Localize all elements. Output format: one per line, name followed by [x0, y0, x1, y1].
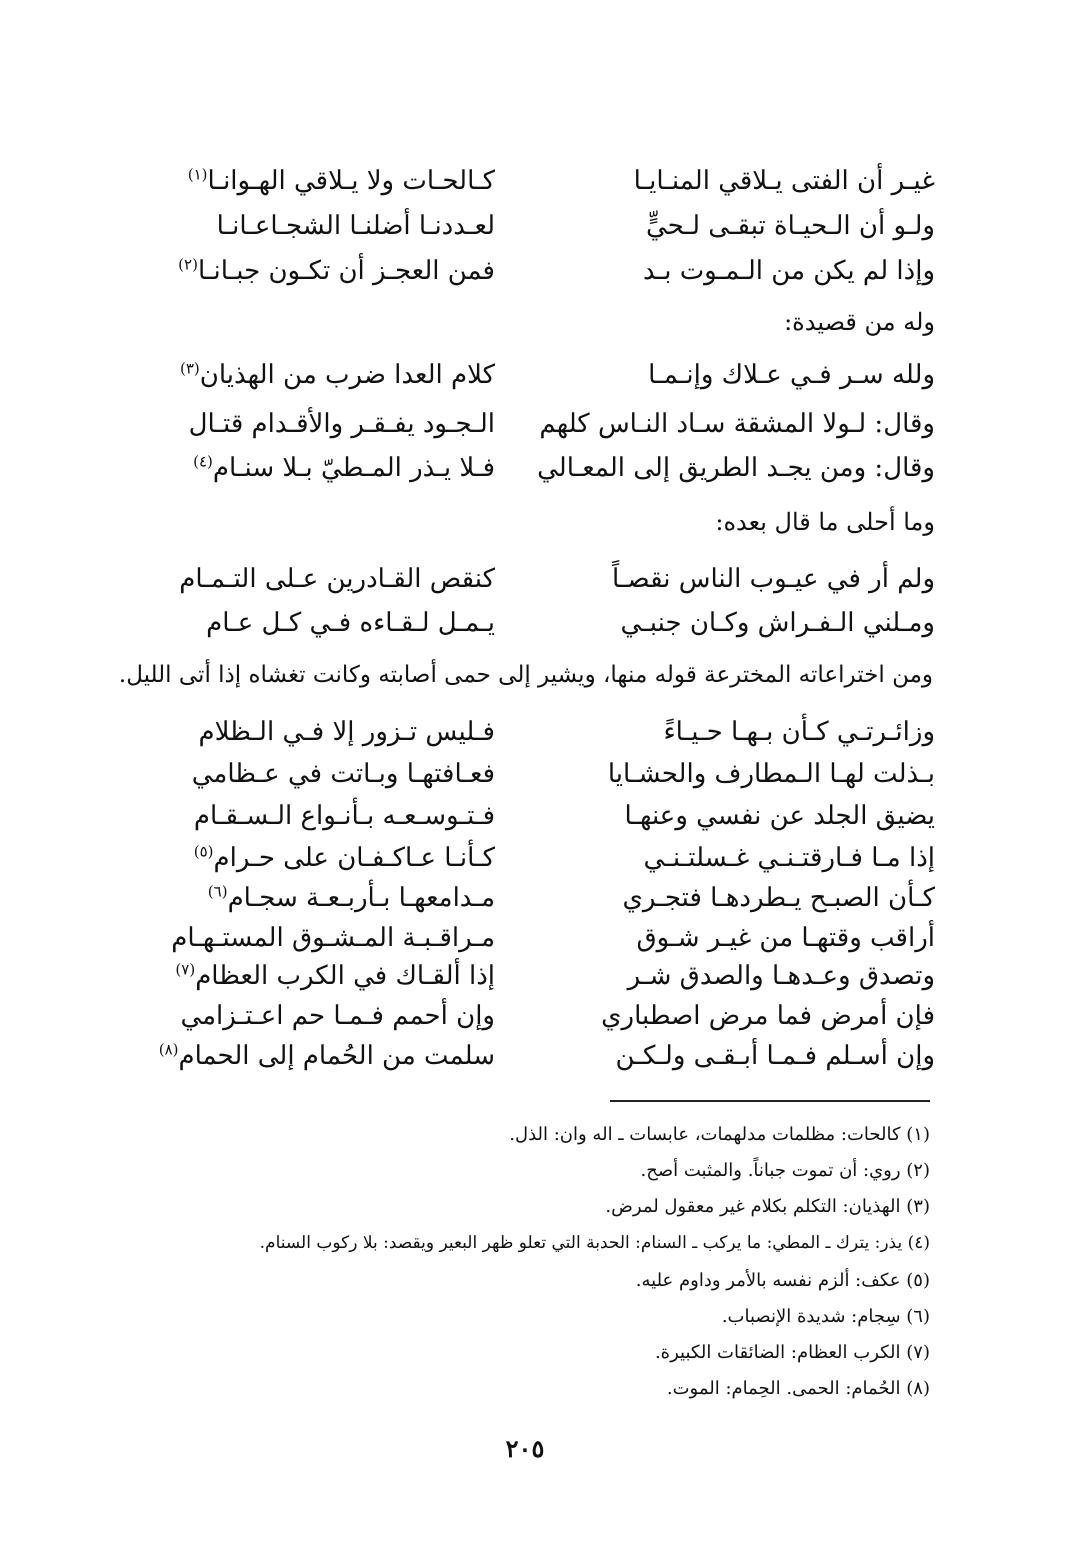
verse-second-hemistich [155, 603, 495, 643]
verse-second-hemistich [155, 878, 495, 918]
hemistich-text: سلمت من الحُمام إلى الحمام [178, 1041, 495, 1071]
hemistich-text: كـأنـا عـاكـفـان على حـرام [213, 843, 495, 873]
footnote: (٢) روي: أن تموت جباناً. والمثبت أصح. [640, 1160, 930, 1181]
footnote: (٧) الكرب العظام: الضائقات الكبيرة. [654, 1342, 930, 1363]
verse-line [155, 838, 935, 878]
verse-second-hemistich [155, 206, 495, 246]
verse-line [155, 448, 935, 488]
footnote-marker: (٦) [207, 882, 228, 901]
hemistich-text: فـتـوسـعـه بـأنـواع الـسـقـام [193, 801, 495, 831]
verse-first-hemistich: ولـو أن الـحيـاة تبقـى لـحيٍّ [646, 211, 935, 241]
hemistich-text: إذا ألقـاك في الكرب العظام [195, 961, 495, 991]
verse-first-hemistich: ولله سـر فـي عـلاك وإنـمـا [648, 360, 935, 390]
footnote: (١) كالحات: مظلمات مدلهمات، عابسات ـ اله وان: الذل. [509, 1124, 930, 1145]
hemistich-text: يـمـل لـقـاءه فـي كـل عـام [206, 608, 495, 638]
hemistich-text: الـجـود يفـقـر والأقـدام قتـال [188, 409, 495, 439]
footnote: (٨) الحُمام: الحمى. الحِمام: الموت. [666, 1378, 930, 1399]
verse-line [155, 559, 935, 599]
verse-line [155, 206, 935, 246]
verse-line [155, 404, 935, 444]
verse-first-hemistich: بـذلت لهـا الـمطارف والحشـايا [607, 759, 935, 789]
verse-first-hemistich: فإن أمرض فما مرض اصطباري [601, 1001, 935, 1031]
verse-line [155, 754, 935, 794]
footnote-marker: (٤) [193, 452, 213, 471]
footnote: (٣) الهذيان: التكلم بكلام غير معقول لمرض. [605, 1196, 930, 1217]
hemistich-text: كلام العدا ضرب من الهذيان [199, 360, 495, 390]
verse-line [155, 1036, 935, 1076]
verse-first-hemistich: وقال: ومن يجـد الطريق إلى المعـالي [537, 453, 935, 483]
verse-line [155, 161, 935, 201]
hemistich-text: مـدامعهـا بـأربـعـة سجـام [227, 883, 495, 913]
hemistich-text: فمن العجـز أن تكـون جبـانـا [197, 256, 495, 286]
verse-second-hemistich [155, 404, 495, 444]
hemistich-text: كنقص القـادرين عـلى التـمـام [179, 564, 495, 594]
footnote: (٥) عكف: ألزم نفسه بالأمر وداوم عليه. [635, 1270, 930, 1291]
hemistich-text: فـلا يـذر المـطيّ بـلا سنـام [212, 453, 495, 483]
footnote: (٤) يذر: يترك ـ المطي: ما يركب ـ السنام: الحدبة التي تعلو ظهر البعير ويقصد: بلا ركوب السنام. [259, 1233, 930, 1253]
verse-second-hemistich [155, 355, 495, 395]
hemistich-text: وإن أحمم فـمـا حم اعـتـزامي [180, 1001, 495, 1031]
verse-second-hemistich [155, 754, 495, 794]
verse-second-hemistich [155, 918, 495, 958]
footnote-marker: (٣) [179, 359, 200, 378]
verse-second-hemistich [155, 838, 495, 878]
verse-second-hemistich [155, 996, 495, 1036]
verse-first-hemistich: وإذا لم يكن من الـمـوت بـد [642, 256, 935, 286]
verse-first-hemistich: وقال: لـولا المشقة سـاد النـاس كلهم [539, 409, 935, 439]
verse-first-hemistich: ومـلني الـفـراش وكـان جنبـي [620, 608, 935, 638]
verse-line [155, 251, 935, 291]
verse-line [155, 918, 935, 958]
hemistich-text: مـراقـبـة المـشـوق المستـهـام [171, 923, 495, 953]
verse-second-hemistich [155, 1036, 495, 1076]
verse-first-hemistich: غيـر أن الفتى يـلاقي المنـايـا [633, 166, 935, 196]
verse-second-hemistich [155, 796, 495, 836]
verse-line [155, 603, 935, 643]
verse-second-hemistich [155, 559, 495, 599]
verse-first-hemistich: وإن أسـلم فـمـا أبـقـى ولـكـن [615, 1041, 935, 1071]
footnote-marker: (٢) [178, 255, 198, 274]
verse-first-hemistich: كـأن الصبـح يـطردهـا فتجـري [622, 883, 935, 913]
footnote-marker: (٧) [175, 960, 196, 979]
verse-second-hemistich [155, 251, 495, 291]
verse-second-hemistich [155, 712, 495, 752]
verse-second-hemistich [155, 448, 495, 488]
verse-first-hemistich: وتصدق وعـدهـا والصدق شـر [627, 961, 935, 991]
page-number: ٢٠٥ [505, 1434, 545, 1463]
footnote-marker: (١) [187, 165, 208, 184]
verse-first-hemistich: إذا مـا فـارقتـنـي غـسلتـنـي [643, 843, 935, 873]
hemistich-text: كـالحـات ولا يـلاقي الهـوانـا [207, 166, 495, 196]
verse-line [155, 878, 935, 918]
footnote: (٦) سِجام: شديدة الإنصباب. [721, 1306, 930, 1327]
verse-first-hemistich: يضيق الجلد عن نفسي وعنهـا [624, 801, 935, 831]
footnote-marker: (٥) [193, 842, 214, 861]
verse-second-hemistich [155, 161, 495, 201]
verse-first-hemistich: وزائـرتـي كـأن بـهـا حـيـاءً [663, 717, 935, 747]
footnote-marker: (٨) [158, 1040, 179, 1059]
verse-line [155, 796, 935, 836]
verse-line [155, 956, 935, 996]
hemistich-text: فعـافتهـا وبـاتت في عـظامي [191, 759, 495, 789]
verse-first-hemistich: أراقب وقتهـا من غيـر شـوق [636, 923, 935, 953]
section-intro: ومن اختراعاته المخترعة قوله منها، ويشير إلى حمى أصابته وكانت تغشاه إذا أتى الليل. [118, 662, 933, 688]
verse-first-hemistich: ولم أر في عيـوب الناس نقصـاً [612, 564, 935, 594]
hemistich-text: فـليس تـزور إلا فـي الـظلام [198, 717, 495, 747]
section-intro: وله من قصيدة: [784, 308, 935, 336]
footnote-separator [610, 1100, 930, 1102]
verse-line [155, 355, 935, 395]
verse-second-hemistich [155, 956, 495, 996]
verse-line [155, 996, 935, 1036]
verse-line [155, 712, 935, 752]
hemistich-text: لعـددنـا أضلنـا الشجـاعـانـا [216, 211, 495, 241]
section-intro: وما أحلى ما قال بعده: [715, 508, 935, 536]
